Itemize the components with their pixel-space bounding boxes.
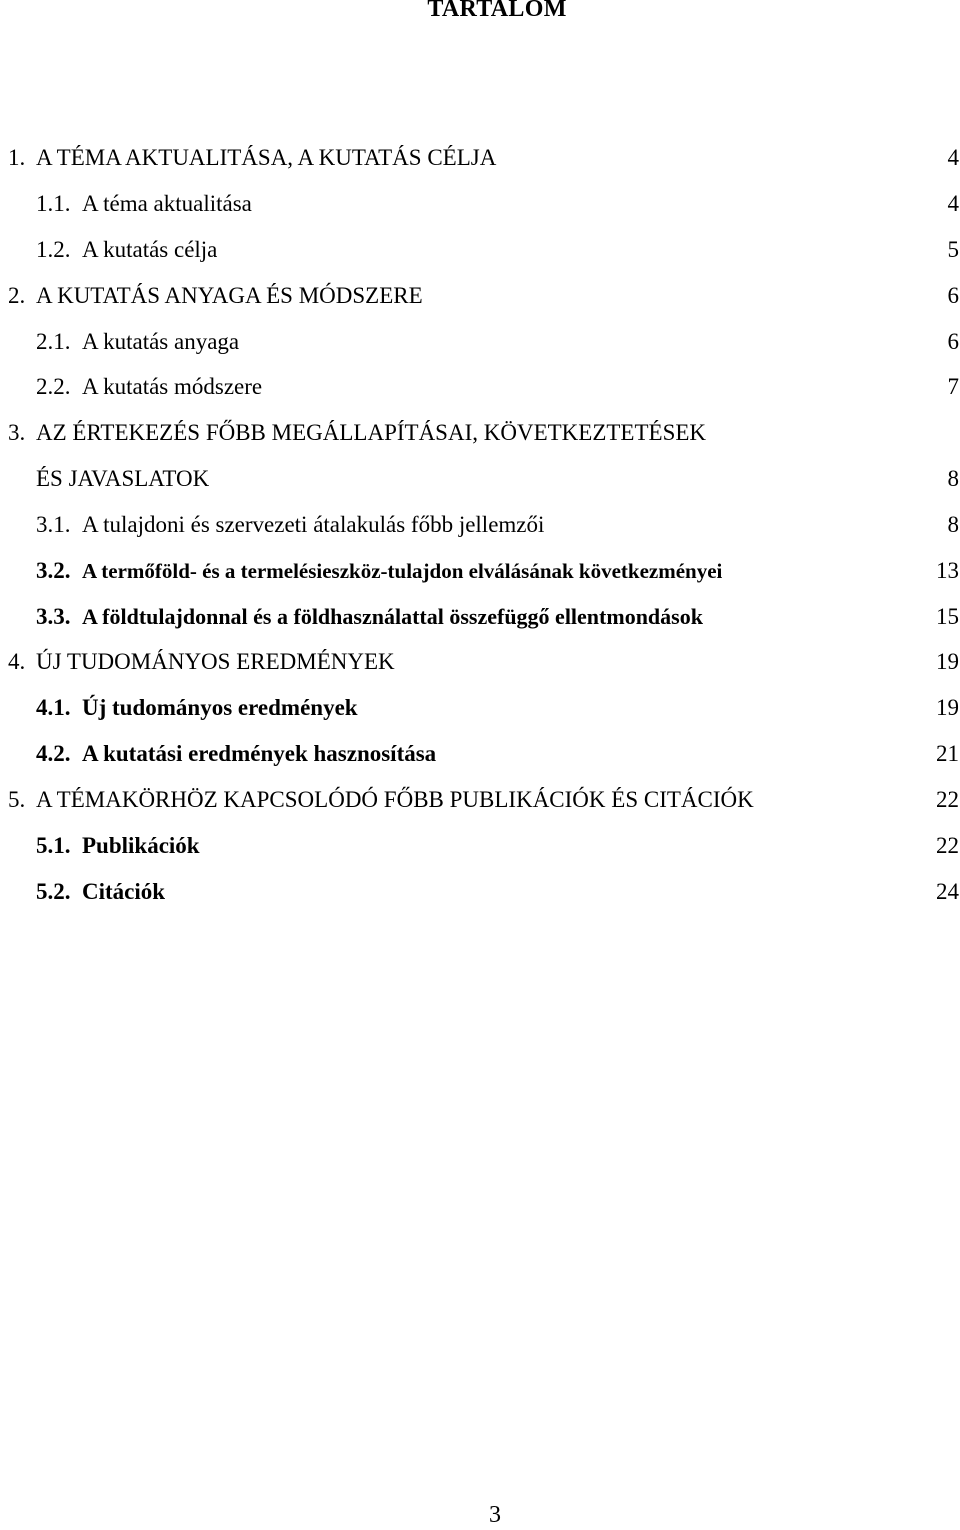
toc-entry[interactable] (8, 189, 959, 219)
toc-entry-number: 3. (8, 420, 26, 445)
toc-entry-number: 1.1. (36, 191, 71, 216)
toc-entry-number: 4. (8, 649, 26, 674)
toc-entry-title: A tulajdoni és szervezeti átalakulás főbb jellemzői (82, 512, 545, 537)
toc-entry-title: A kutatás anyaga (82, 329, 240, 354)
toc-entry-number: 2.2. (36, 374, 71, 399)
toc-entry-page: 19 (936, 695, 959, 720)
page-number: 3 (489, 1502, 501, 1528)
toc-entry-title: A téma aktualitása (82, 191, 252, 216)
document-title: TARTALOM (427, 0, 567, 22)
toc-entry-page: 6 (947, 283, 959, 308)
toc-entry-title: Új tudományos eredmények (82, 695, 358, 720)
toc-entry-number: 5. (8, 787, 26, 812)
toc-entry[interactable] (8, 235, 959, 265)
toc-entry[interactable] (8, 739, 959, 769)
toc-entry-continuation[interactable] (8, 464, 959, 494)
toc-entry[interactable] (8, 877, 959, 907)
toc-entry-page: 24 (936, 879, 959, 904)
toc-entry[interactable] (8, 510, 959, 540)
toc-entry-title: A TÉMAKÖRHÖZ KAPCSOLÓDÓ FŐBB PUBLIKÁCIÓK ÉS CITÁCIÓK (36, 787, 754, 812)
toc-entry-page: 4 (947, 191, 959, 216)
toc-entry-page: 22 (936, 833, 959, 858)
toc-entry-number: 1.2. (36, 237, 71, 262)
toc-entry-number: 3.1. (36, 512, 71, 537)
toc-entry-page: 8 (947, 512, 959, 537)
toc-entry-number: 5.1. (36, 833, 71, 858)
toc-entry-number: 3.3. (36, 604, 71, 629)
toc-entry[interactable] (8, 602, 959, 632)
toc-entry-page: 5 (947, 237, 959, 262)
toc-entry-number: 2. (8, 283, 26, 308)
toc-entry-number: 2.1. (36, 329, 71, 354)
toc-entry-page: 19 (936, 649, 959, 674)
toc-entry-page: 8 (947, 466, 959, 491)
toc-entry-page: 13 (936, 558, 959, 583)
toc-entry-title: A KUTATÁS ANYAGA ÉS MÓDSZERE (36, 283, 423, 308)
toc-entry[interactable] (8, 647, 959, 677)
toc-entry-number: 4.1. (36, 695, 71, 720)
toc-entry-title: A TÉMA AKTUALITÁSA, A KUTATÁS CÉLJA (36, 145, 497, 170)
toc-entry-number: 3.2. (36, 558, 71, 583)
toc-entry-number: 1. (8, 145, 26, 170)
toc-entry[interactable] (8, 418, 959, 448)
toc-entry[interactable] (8, 693, 959, 723)
toc-entry-title: Citációk (82, 879, 166, 904)
toc-entry-title: A kutatás célja (82, 237, 218, 262)
toc-entry[interactable] (8, 556, 959, 586)
toc-entry[interactable] (8, 143, 959, 173)
toc-entry-title: A kutatás módszere (82, 374, 263, 399)
toc-entry-number: 4.2. (36, 741, 71, 766)
toc-entry-title: A kutatási eredmények hasznosítása (82, 741, 437, 766)
toc-entry[interactable] (8, 372, 959, 402)
toc-entry-title: A földtulajdonnal és a földhasználattal összefüggő ellentmondások (82, 604, 703, 629)
toc-entry-page: 21 (936, 741, 959, 766)
toc-entry[interactable] (8, 785, 959, 815)
toc-entry-title: A termőföld- és a termelésieszköz-tulajdon elválásának következményei (82, 559, 723, 583)
toc-entry-page: 7 (947, 374, 959, 399)
toc-entry-title: ÉS JAVASLATOK (36, 466, 210, 491)
toc-entry-title: AZ ÉRTEKEZÉS FŐBB MEGÁLLAPÍTÁSAI, KÖVETKEZTETÉSEK (36, 420, 707, 445)
toc-entry[interactable] (8, 281, 959, 311)
toc-entry-page: 22 (936, 787, 959, 812)
toc-entry-number: 5.2. (36, 879, 71, 904)
toc-entry-page: 15 (936, 604, 959, 629)
toc-entry-title: ÚJ TUDOMÁNYOS EREDMÉNYEK (36, 649, 395, 674)
toc-entry-page: 4 (947, 145, 959, 170)
toc-entry[interactable] (8, 327, 959, 357)
toc-entry-page: 6 (947, 329, 959, 354)
toc-entry-title: Publikációk (82, 833, 200, 858)
toc-entry[interactable] (8, 831, 959, 861)
